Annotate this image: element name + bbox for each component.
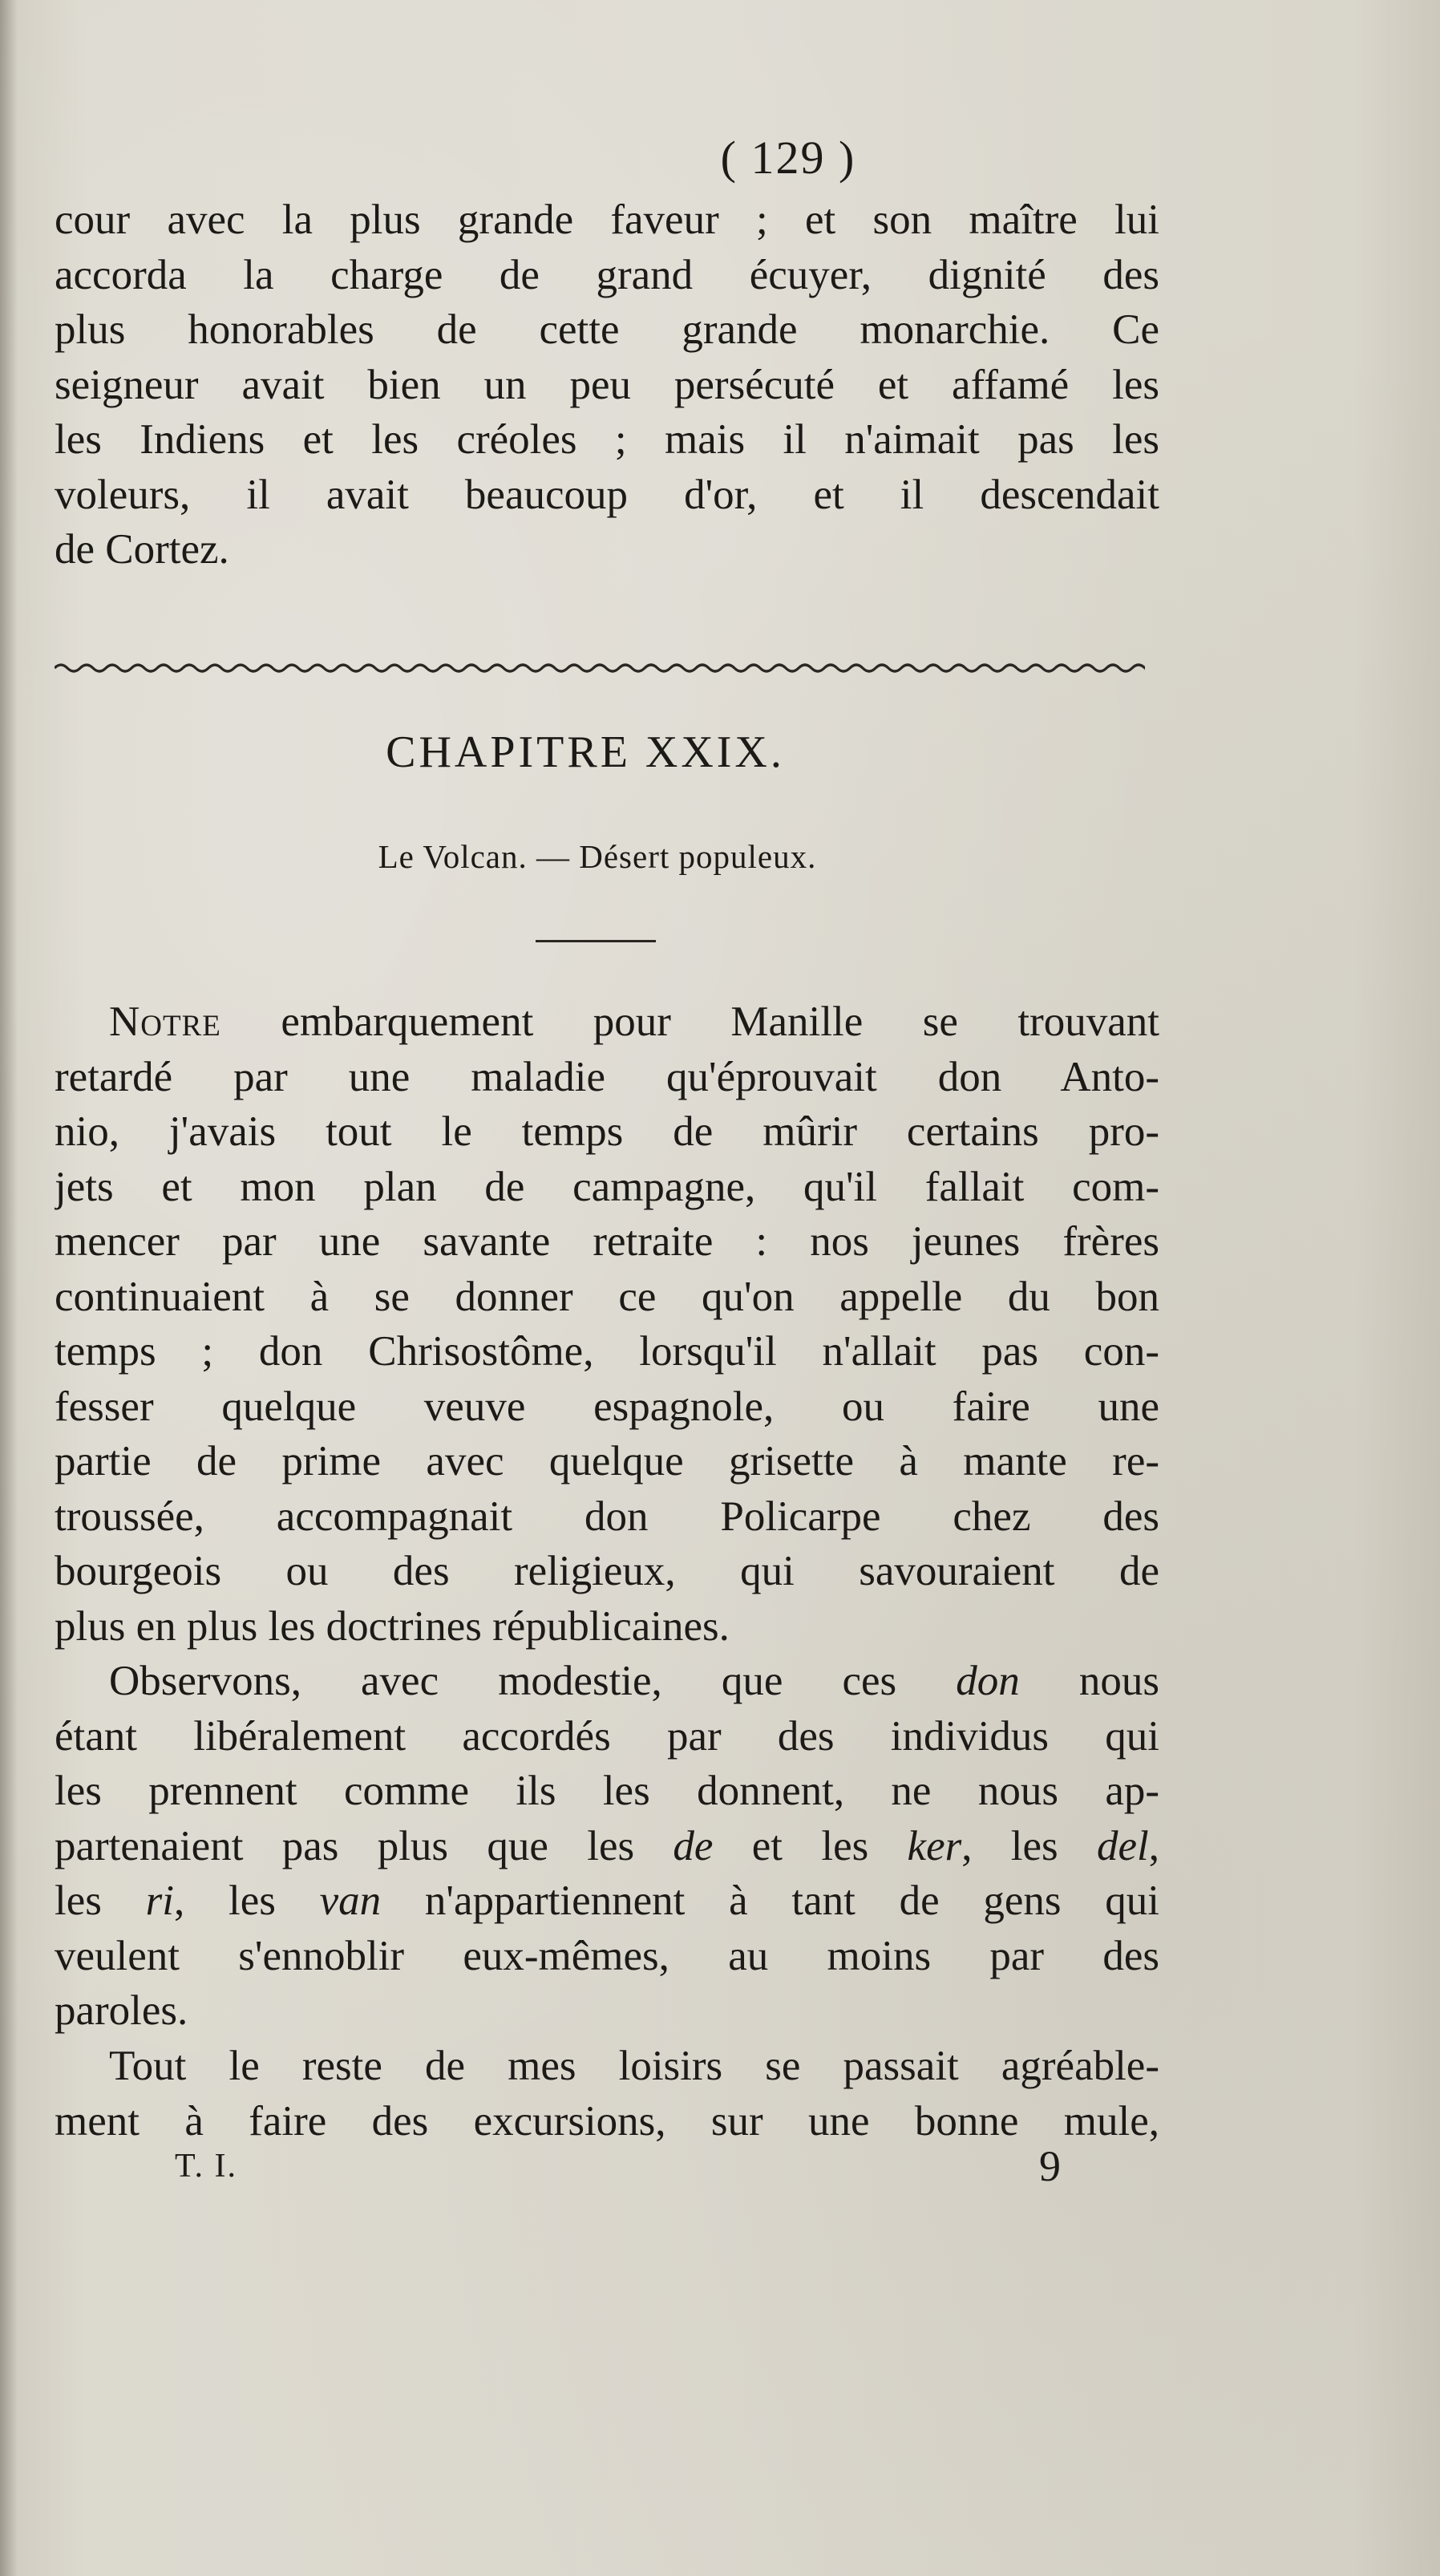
text-line bbox=[55, 1654, 1159, 1709]
decorative-wavy-rule bbox=[55, 656, 1145, 680]
text-fragment: Observons, avec modestie, que ces bbox=[109, 1658, 957, 1704]
italic-word: ker bbox=[907, 1822, 962, 1869]
chapter-divider-rule bbox=[536, 940, 656, 942]
text-line bbox=[55, 994, 1159, 1050]
text-line: troussée, accompagnait don Policarpe chez des bbox=[55, 1493, 1159, 1540]
text-line: veulent s'ennoblir eux-mêmes, au moins par des bbox=[55, 1932, 1159, 1979]
text-fragment: les bbox=[55, 1877, 146, 1924]
text-line: ment à faire des excursions, sur une bonne mule, bbox=[55, 2097, 1159, 2145]
paragraph-3 bbox=[55, 2039, 1159, 2149]
text-line: les prennent comme ils les donnent, ne nous ap- bbox=[55, 1768, 1159, 1814]
text-line: les Indiens et les créoles ; mais il n'aimait pas les bbox=[55, 416, 1159, 463]
text-line: temps ; don Chrisostôme, lorsqu'il n'allait pas con- bbox=[55, 1328, 1159, 1375]
text-line: Tout le reste de mes loisirs se passait agréable- bbox=[109, 2043, 1159, 2089]
text-line: mencer par une savante retraite : nos jeunes frères bbox=[55, 1218, 1159, 1265]
paragraph-2 bbox=[55, 1654, 1159, 2039]
text-line: retardé par une maladie qu'éprouvait don Anto- bbox=[55, 1053, 1159, 1100]
text-line: seigneur avait bien un peu persécuté et affamé les bbox=[55, 361, 1159, 408]
text-fragment: , les bbox=[173, 1877, 320, 1924]
text-line: accorda la charge de grand écuyer, dignité des bbox=[55, 251, 1159, 298]
text-line: voleurs, il avait beaucoup d'or, et il descendait bbox=[55, 471, 1159, 518]
italic-word: de bbox=[673, 1822, 714, 1869]
italic-word: del bbox=[1097, 1822, 1149, 1869]
text-fragment: embarquement pour Manille se trouvant bbox=[220, 998, 1159, 1045]
chapter-subtitle: Le Volcan. — Désert populeux. bbox=[378, 838, 817, 875]
text-fragment: n'appartiennent à tant de gens qui bbox=[381, 1877, 1159, 1924]
text-fragment: , bbox=[1148, 1822, 1159, 1869]
lead-small-caps: Notre bbox=[109, 998, 221, 1045]
volume-marker: T. I. bbox=[175, 2148, 238, 2185]
text-fragment: nous bbox=[1019, 1658, 1159, 1704]
text-line bbox=[55, 1819, 1159, 1874]
page-number: ( 129 ) bbox=[720, 132, 856, 184]
signature-mark: 9 bbox=[1039, 2142, 1061, 2190]
italic-word: don bbox=[956, 1658, 1020, 1704]
text-line: étant libéralement accordés par des individus qui bbox=[55, 1712, 1159, 1760]
continuation-paragraph bbox=[55, 192, 1159, 577]
text-line: de Cortez. bbox=[55, 526, 229, 573]
italic-word: ri bbox=[145, 1877, 174, 1924]
text-line: plus honorables de cette grande monarchie. Ce bbox=[55, 306, 1159, 353]
text-line: jets et mon plan de campagne, qu'il fallait com- bbox=[55, 1163, 1159, 1210]
text-line bbox=[55, 1873, 1159, 1929]
text-line: partie de prime avec quelque grisette à mante re- bbox=[55, 1438, 1159, 1484]
text-fragment: partenaient pas plus que les bbox=[55, 1822, 673, 1869]
text-fragment: et les bbox=[713, 1822, 908, 1869]
text-line: nio, j'avais tout le temps de mûrir certains pro- bbox=[55, 1108, 1159, 1155]
text-line: fesser quelque veuve espagnole, ou faire une bbox=[55, 1383, 1159, 1430]
text-line: continuaient à se donner ce qu'on appelle du bon bbox=[55, 1273, 1159, 1320]
text-line: plus en plus les doctrines républicaines. bbox=[55, 1602, 730, 1650]
text-line: paroles. bbox=[55, 1987, 188, 2034]
text-line: cour avec la plus grande faveur ; et son maître lui bbox=[55, 196, 1159, 243]
chapter-title: CHAPITRE XXIX. bbox=[386, 727, 785, 777]
text-fragment: , les bbox=[961, 1822, 1097, 1869]
page-gutter-shadow bbox=[0, 0, 18, 2576]
paragraph-1 bbox=[55, 994, 1159, 1654]
italic-word: van bbox=[319, 1877, 382, 1924]
text-line: bourgeois ou des religieux, qui savouraient de bbox=[55, 1548, 1159, 1594]
